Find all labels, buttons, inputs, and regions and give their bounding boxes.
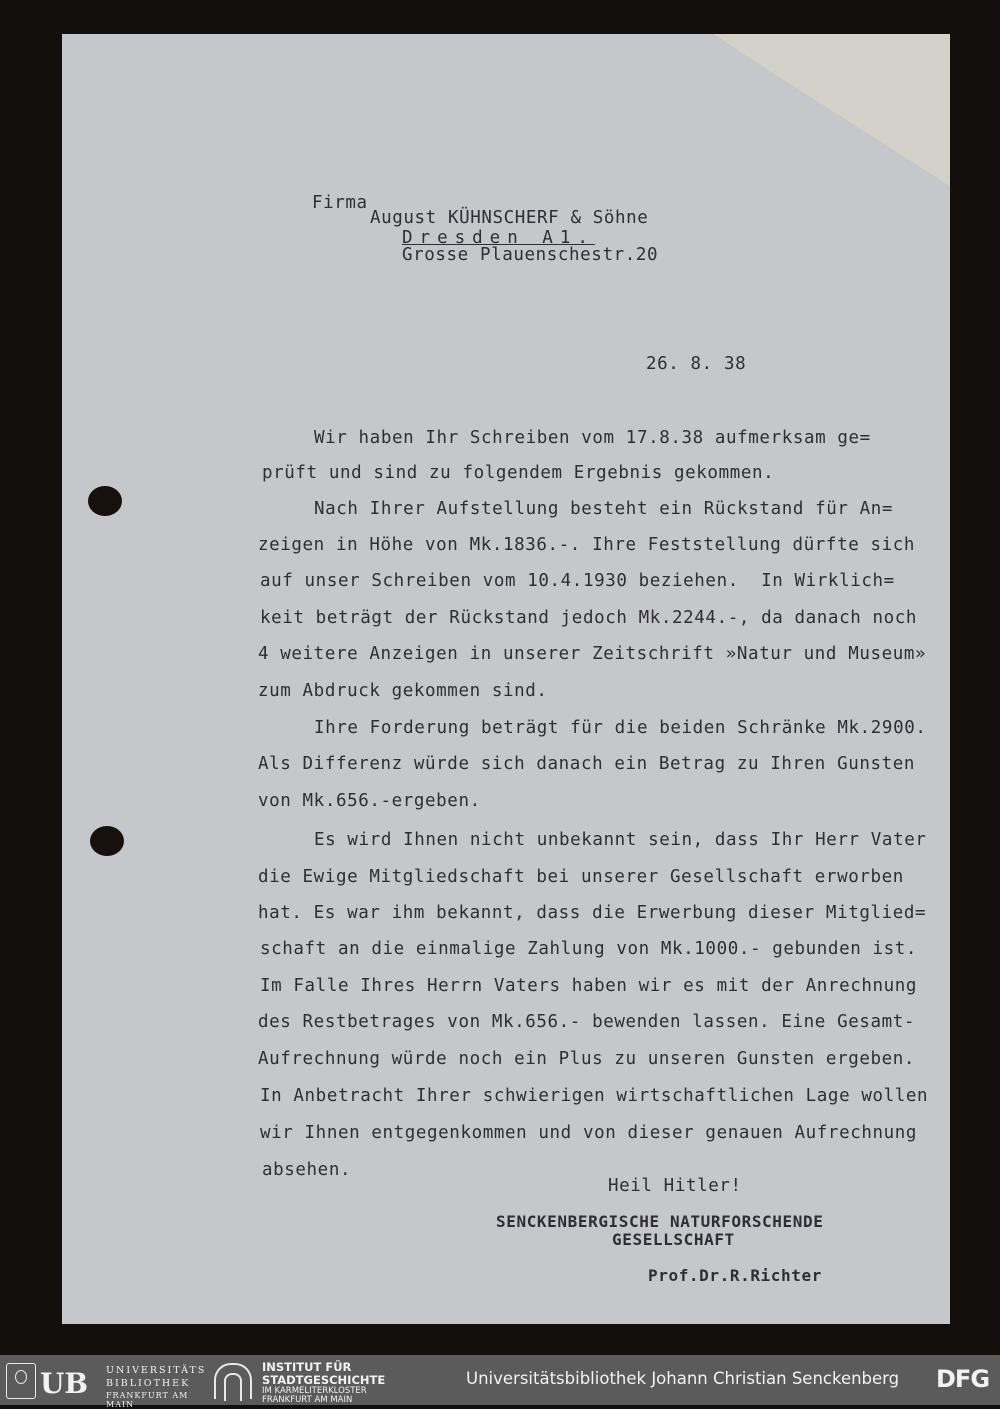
footer-bar xyxy=(0,1355,1000,1409)
body-line: Ihre Forderung beträgt für die beiden Schränke Mk.2900. xyxy=(314,718,927,738)
isg-arch-icon xyxy=(214,1363,252,1399)
body-line: auf unser Schreiben vom 10.4.1930 beziehen. In Wirklich= xyxy=(260,571,895,591)
ub-line-1: UNIVERSITÄTS xyxy=(106,1365,207,1376)
ub-line-2: BIBLIOTHEK xyxy=(106,1378,191,1389)
organization-line-1: SENCKENBERGISCHE NATURFORSCHENDE xyxy=(496,1212,824,1231)
recipient-city: Dresden A1. xyxy=(402,228,595,248)
recipient-company: August KÜHNSCHERF & Söhne xyxy=(370,208,649,228)
body-line: von Mk.656.-ergeben. xyxy=(258,791,481,811)
body-line: Wir haben Ihr Schreiben vom 17.8.38 aufmerksam ge= xyxy=(314,428,871,448)
organization-line-2: GESELLSCHAFT xyxy=(612,1230,735,1249)
recipient-street: Grosse Plauenschestr.20 xyxy=(402,245,659,265)
ub-logo-text: UB xyxy=(40,1367,89,1400)
body-line: hat. Es war ihm bekannt, dass die Erwerbung dieser Mitglied= xyxy=(258,903,927,923)
isg-line-2: STADTGESCHICHTE xyxy=(262,1373,386,1387)
ub-line-3: FRANKFURT AM MAIN xyxy=(106,1391,189,1409)
body-line: Im Falle Ihres Herrn Vaters haben wir es mit der Anrechnung xyxy=(260,976,918,996)
body-line: 4 weitere Anzeigen in unserer Zeitschrift »Natur und Museum» xyxy=(258,644,927,664)
senckenberg-portrait-icon xyxy=(6,1363,36,1399)
ub-logo[interactable] xyxy=(6,1361,208,1409)
body-line: prüft und sind zu folgendem Ergebnis gekommen. xyxy=(262,463,775,483)
dfg-logo[interactable]: DFG xyxy=(936,1365,990,1393)
body-line: Es wird Ihnen nicht unbekannt sein, dass Ihr Herr Vater xyxy=(314,830,927,850)
recipient-firma: Firma xyxy=(312,193,368,213)
body-line: Nach Ihrer Aufstellung besteht ein Rückstand für An= xyxy=(314,499,894,519)
isg-line-1: INSTITUT FÜR xyxy=(262,1360,352,1374)
body-line: Als Differenz würde sich danach ein Betrag zu Ihren Gunsten xyxy=(258,754,916,774)
punch-hole-bottom xyxy=(90,826,124,856)
body-line: absehen. xyxy=(262,1160,352,1180)
body-line: keit beträgt der Rückstand jedoch Mk.2244.-, da danach noch xyxy=(260,608,918,628)
closing-salutation: Heil Hitler! xyxy=(608,1176,742,1196)
body-line: zum Abdruck gekommen sind. xyxy=(258,681,548,701)
body-line: die Ewige Mitgliedschaft bei unserer Gesellschaft erworben xyxy=(258,867,904,887)
isg-line-4: FRANKFURT AM MAIN xyxy=(262,1395,353,1405)
letter-date: 26. 8. 38 xyxy=(646,354,747,374)
body-line: wir Ihnen entgegenkommen und von dieser genauen Aufrechnung xyxy=(260,1123,918,1143)
body-line: Aufrechnung würde noch ein Plus zu unseren Gunsten ergeben. xyxy=(258,1049,916,1069)
footer-title[interactable]: Universitätsbibliothek Johann Christian Senckenberg xyxy=(466,1369,900,1388)
body-line: zeigen in Höhe von Mk.1836.-. Ihre Feststellung dürfte sich xyxy=(258,535,916,555)
body-line: schaft an die einmalige Zahlung von Mk.1000.- gebunden ist. xyxy=(260,939,918,959)
punch-hole-top xyxy=(88,486,122,516)
body-line: In Anbetracht Ihrer schwierigen wirtschaftlichen Lage wollen xyxy=(260,1086,929,1106)
signature: Prof.Dr.R.Richter xyxy=(648,1266,822,1285)
body-line: des Restbetrages von Mk.656.- bewenden lassen. Eine Gesamt- xyxy=(258,1012,916,1032)
isg-line-3: IM KARMELITERKLOSTER xyxy=(262,1386,367,1396)
